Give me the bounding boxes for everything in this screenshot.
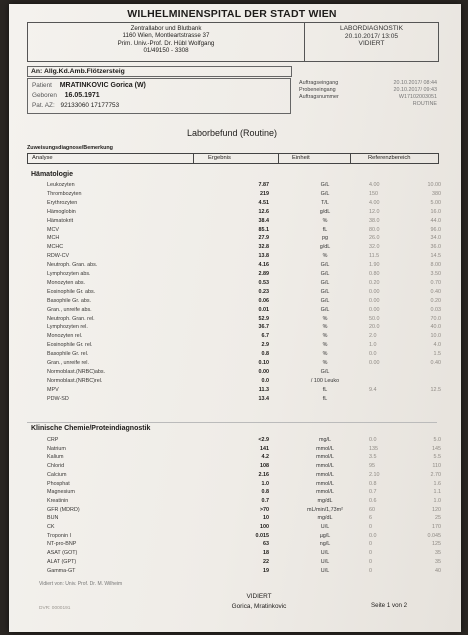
ref-high: 10.00 <box>427 182 441 188</box>
result-value: 12.6 <box>258 208 269 215</box>
ref-low: 3.5 <box>369 454 377 461</box>
analyte-name: Kreatinin <box>47 497 69 504</box>
header-box <box>27 22 439 62</box>
ref-low: 2.10 <box>369 471 380 478</box>
analyte-name: MCH <box>47 235 60 242</box>
analyte-name: Calcium <box>47 471 67 478</box>
ref-low: 9.4 <box>369 386 377 393</box>
ref-high: 110 <box>432 463 441 470</box>
signature-block <box>209 592 309 612</box>
analyte-name: Erythrozyten <box>47 199 78 206</box>
hospital-title: WILHELMINENSPITAL DER STADT WIEN <box>127 8 337 20</box>
ref-high: 170 <box>432 524 441 530</box>
table-row <box>9 208 461 216</box>
table-row <box>9 306 461 314</box>
lab-address: Zentrallabor und Blutbank 1160 Wien, Montleartstrasse 37 Prim. Univ.-Prof. Dr. Hübl Wolfgang 01/49150 - 3308 <box>117 25 215 55</box>
document-code: DVR: 0000191 <box>39 606 71 611</box>
unit: g/dL <box>319 244 331 251</box>
ref-high: 2.70 <box>430 471 441 478</box>
ref-high: 10.0 <box>430 333 441 340</box>
result-value: 85.1 <box>258 226 269 233</box>
unit: % <box>322 324 328 331</box>
table-row <box>9 471 461 479</box>
analyte-name: Leukozyten <box>47 182 75 188</box>
unit: mmol/L <box>316 445 334 452</box>
patient-box <box>27 78 291 114</box>
patient-id: 92133060 17177753 <box>60 102 120 109</box>
unit: % <box>322 253 328 260</box>
unit: % <box>322 217 328 224</box>
sender-line: An: Allg.Kd.Amb.Flötzersteig <box>27 66 292 77</box>
ref-high: 14.5 <box>430 253 441 260</box>
table-row <box>9 261 461 269</box>
analyte-name: MCV <box>47 226 59 233</box>
ref-low: 6 <box>369 515 372 522</box>
unit: fL <box>322 395 328 402</box>
col-einheit: Einheit <box>292 155 310 161</box>
analyte-name: Basophile Gr. rel. <box>47 351 89 358</box>
patient-name-row: Patient MRATINKOVIC Gorica (W) <box>32 82 146 89</box>
analyte-name: Monozyten rel. <box>47 333 83 340</box>
table-row <box>9 332 461 340</box>
ref-low: 1.0 <box>369 342 377 349</box>
unit: % <box>322 351 328 358</box>
ref-low: 0.8 <box>369 480 377 487</box>
unit: mmol/L <box>316 454 334 461</box>
result-value: 18 <box>263 550 269 557</box>
lab-report-page <box>9 4 461 632</box>
patient-birth-date: 16.05.1971 <box>64 92 100 99</box>
unit: U/L <box>320 550 330 557</box>
result-value: 0.10 <box>258 360 269 366</box>
analyte-name: Eosinophile Gr. abs. <box>47 288 96 295</box>
department-name: LABORDIAGNOSTIK <box>339 25 404 32</box>
col-analyse: Analyse <box>32 155 53 161</box>
result-value: 0.01 <box>258 306 269 313</box>
unit: % <box>322 360 328 366</box>
ref-high: 40.0 <box>430 324 441 331</box>
ref-high: 0.70 <box>430 279 441 286</box>
ref-high: 0.40 <box>430 360 441 366</box>
analyte-name: Gamma-GT <box>47 567 76 574</box>
analyte-name: NT-pro-BNP <box>47 541 77 548</box>
ref-low: 60 <box>369 506 375 513</box>
ref-low: 11.5 <box>369 253 380 260</box>
table-row <box>9 226 461 234</box>
analyte-name: Gran., unreife abs. <box>47 306 92 313</box>
table-row <box>9 462 461 470</box>
analyte-name: Neutroph. Gran. rel. <box>47 315 95 322</box>
result-value: 63 <box>263 541 269 548</box>
table-row <box>9 252 461 260</box>
analyte-name: Normoblast.(NRBC)rel. <box>47 377 103 384</box>
result-value: 0.7 <box>261 497 269 504</box>
table-row <box>9 350 461 358</box>
table-row <box>9 497 461 505</box>
order-info <box>299 80 437 108</box>
unit: µg/L <box>319 532 331 539</box>
result-value: 4.16 <box>258 262 269 269</box>
unit: pg <box>322 235 328 242</box>
ref-high: 5.0 <box>433 437 441 443</box>
table-row <box>9 453 461 461</box>
unit: G/L <box>320 262 330 269</box>
analyte-name: CRP <box>47 437 59 443</box>
unit: G/L <box>320 288 330 295</box>
report-status: VIDIERT <box>358 40 385 48</box>
result-value: 141 <box>260 445 269 452</box>
page-number: Seite 1 von 2 <box>371 602 408 609</box>
result-value: 219 <box>260 190 269 197</box>
unit: mmol/L <box>316 463 334 470</box>
unit: mmol/L <box>316 480 334 487</box>
analyte-name: Neutroph. Gran. abs. <box>47 262 98 269</box>
analyte-name: Phosphat <box>47 480 70 487</box>
result-value: >70 <box>259 506 269 513</box>
unit: % <box>322 342 328 349</box>
analyte-name: Lymphozyten rel. <box>47 324 88 331</box>
result-value: 0.8 <box>261 489 269 496</box>
unit: ng/L <box>319 541 331 548</box>
analyte-name: PDW-SD <box>47 395 69 402</box>
unit: G/L <box>320 182 330 188</box>
result-value: 1.0 <box>261 480 269 487</box>
result-value: 2.89 <box>258 271 269 277</box>
analyte-name: ALAT (GPT) <box>47 558 77 565</box>
table-row <box>9 368 461 376</box>
ref-high: 1.5 <box>433 351 441 358</box>
unit: mmol/L <box>316 471 334 478</box>
analyte-name: Basophile Gr. abs. <box>47 297 92 304</box>
unit: G/L <box>320 368 330 375</box>
result-value: 0.23 <box>258 288 269 295</box>
result-value: 36.7 <box>258 324 269 331</box>
result-value: 2.16 <box>258 471 269 478</box>
result-value: 10 <box>263 515 269 522</box>
ref-high: 40 <box>435 567 441 574</box>
department-block <box>305 25 438 48</box>
ref-low: 50.0 <box>369 315 380 322</box>
table-row <box>9 436 461 444</box>
unit: G/L <box>320 297 330 304</box>
ref-low: 0.0 <box>369 351 377 358</box>
unit: U/L <box>320 558 330 565</box>
unit: fL <box>322 226 328 233</box>
ref-low: 20.0 <box>369 324 380 331</box>
ref-high: 125 <box>432 541 441 548</box>
table-row <box>9 567 461 575</box>
section-divider <box>27 422 437 423</box>
result-value: 13.4 <box>258 395 269 402</box>
section-haematologie: Hämatologie <box>31 171 74 178</box>
analyte-name: Hämatokrit <box>47 217 74 224</box>
table-row <box>9 506 461 514</box>
ref-low: 2.0 <box>369 333 377 340</box>
table-row <box>9 288 461 296</box>
unit: mmol/L <box>316 489 334 496</box>
analyte-name: Magnesium <box>47 489 75 496</box>
signed-status: VIDIERT <box>246 593 272 600</box>
unit: U/L <box>320 567 330 574</box>
ref-high: 8.00 <box>430 262 441 269</box>
result-value: 0.0 <box>261 377 269 384</box>
table-row <box>9 279 461 287</box>
ref-low: 0.00 <box>369 360 380 366</box>
table-row <box>9 480 461 488</box>
table-row <box>9 377 461 385</box>
ref-high: 1.1 <box>433 489 441 496</box>
unit: % <box>322 333 328 340</box>
ref-low: 0 <box>369 558 372 565</box>
result-value: 0.53 <box>258 279 269 286</box>
ref-high: 380 <box>432 190 441 197</box>
table-row <box>9 549 461 557</box>
analyte-name: Gran., unreife rel. <box>47 360 89 366</box>
ref-low: 0 <box>369 541 372 548</box>
ref-high: 96.0 <box>430 226 441 233</box>
result-value: 4.2 <box>261 454 269 461</box>
ref-low: 12.0 <box>369 208 380 215</box>
analyte-name: Natrium <box>47 445 66 452</box>
table-row <box>9 270 461 278</box>
order-row: Probeneingang 20.10.2017/ 09:43 <box>299 87 437 93</box>
result-value: 0.06 <box>258 297 269 304</box>
unit: G/L <box>320 190 330 197</box>
result-value: 32.8 <box>258 244 269 251</box>
unit: G/L <box>320 306 330 313</box>
ref-high: 3.50 <box>430 271 441 277</box>
ref-low: 0.00 <box>369 306 380 313</box>
ref-high: 1.6 <box>433 480 441 487</box>
col-referenz: Referenzbereich <box>368 155 411 161</box>
ref-low: 0.00 <box>369 297 380 304</box>
result-value: 4.51 <box>258 199 269 206</box>
ref-high: 34.0 <box>430 235 441 242</box>
table-row <box>9 386 461 394</box>
result-value: 0.8 <box>261 351 269 358</box>
analyte-name: GFR (MDRD) <box>47 506 80 513</box>
ref-low: 26.0 <box>369 235 380 242</box>
analyte-name: MCHC <box>47 244 64 251</box>
ref-high: 1.0 <box>433 497 441 504</box>
result-value: 0.00 <box>258 368 269 375</box>
result-value: 6.7 <box>261 333 269 340</box>
unit: fL <box>322 386 328 393</box>
ref-high: 0.03 <box>430 306 441 313</box>
validated-by: Vidiert von: Univ. Prof. Dr. M. Wilheim <box>39 581 123 587</box>
analyte-name: Chlorid <box>47 463 65 470</box>
result-value: 38.4 <box>258 217 269 224</box>
result-value: 52.9 <box>258 315 269 322</box>
table-row <box>9 395 461 403</box>
analyte-name: BUN <box>47 515 59 522</box>
analyte-name: Normoblast.(NRBC)abs. <box>47 368 106 375</box>
ref-high: 36.0 <box>430 244 441 251</box>
signed-name: Gorica, Mratinkovic <box>231 603 287 610</box>
ref-high: 44.0 <box>430 217 441 224</box>
table-row <box>9 359 461 367</box>
table-row <box>9 315 461 323</box>
unit: mg/dL <box>317 515 333 522</box>
result-value: 22 <box>263 558 269 565</box>
table-row <box>9 297 461 305</box>
ref-low: 0.7 <box>369 489 377 496</box>
analyte-name: MPV <box>47 386 59 393</box>
ref-low: 95 <box>369 463 375 470</box>
ref-low: 0.0 <box>369 437 377 443</box>
ref-low: 150 <box>369 190 378 197</box>
ref-low: 0.20 <box>369 279 380 286</box>
unit: T/L <box>321 199 329 206</box>
unit: % <box>322 315 328 322</box>
report-title: Laborbefund (Routine) <box>186 128 278 138</box>
ref-high: 70.0 <box>430 315 441 322</box>
referral-diagnosis-label: Zuweisungsdiagnose/Bemerkung <box>27 145 113 151</box>
unit: mg/L <box>319 437 331 443</box>
ref-high: 0.045 <box>427 532 441 539</box>
analyte-name: Lymphozyten abs. <box>47 271 91 277</box>
table-row <box>9 190 461 198</box>
ref-high: 0.20 <box>430 297 441 304</box>
patient-id-row: Pat. AZ: 92133060 17177753 <box>32 102 120 109</box>
result-value: 7.87 <box>258 182 269 188</box>
table-row <box>9 243 461 251</box>
result-value: 27.9 <box>258 235 269 242</box>
table-row <box>9 445 461 453</box>
ref-low: 80.0 <box>369 226 380 233</box>
order-row: ROUTINE <box>412 101 437 107</box>
result-value: 100 <box>260 524 269 530</box>
table-header <box>27 153 439 164</box>
table-row <box>9 181 461 189</box>
analyte-name: Thrombozyten <box>47 190 82 197</box>
ref-low: 0.80 <box>369 271 380 277</box>
section-chemie: Klinische Chemie/Proteindiagnostik <box>31 425 151 432</box>
ref-high: 5.00 <box>430 199 441 206</box>
ref-high: 120 <box>432 506 441 513</box>
ref-high: 0.40 <box>430 288 441 295</box>
unit: G/L <box>320 271 330 277</box>
unit: mL/min/1,73m² <box>307 506 343 513</box>
ref-low: 4.00 <box>369 182 380 188</box>
unit: U/L <box>320 524 330 530</box>
order-row: Auftragsnummer W17102003051 <box>299 94 437 100</box>
table-row <box>9 540 461 548</box>
ref-low: 38.0 <box>369 217 380 224</box>
ref-high: 35 <box>435 550 441 557</box>
ref-high: 16.0 <box>430 208 441 215</box>
col-ergebnis: Ergebnis <box>208 155 231 161</box>
result-value: 0.015 <box>255 532 269 539</box>
ref-high: 25 <box>435 515 441 522</box>
table-row <box>9 523 461 531</box>
analyte-name: ASAT (GOT) <box>47 550 78 557</box>
analyte-name: Kalium <box>47 454 64 461</box>
analyte-name: CK <box>47 524 55 530</box>
result-value: 11.3 <box>258 386 269 393</box>
patient-name: MRATINKOVIC Gorica (W) <box>59 82 146 89</box>
table-row <box>9 532 461 540</box>
result-value: 2.9 <box>261 342 269 349</box>
ref-high: 12.5 <box>430 386 441 393</box>
ref-high: 5.5 <box>433 454 441 461</box>
table-row <box>9 488 461 496</box>
table-row <box>9 234 461 242</box>
unit: / 100 Leuko <box>310 377 340 384</box>
table-row <box>9 199 461 207</box>
ref-low: 0 <box>369 567 372 574</box>
ref-low: 0.00 <box>369 288 380 295</box>
ref-high: 145 <box>432 445 441 452</box>
order-row: Auftragseingang 20.10.2017/ 08:44 <box>299 80 437 86</box>
ref-low: 0.0 <box>369 532 377 539</box>
analyte-name: Monozyten abs. <box>47 279 86 286</box>
ref-high: 35 <box>435 558 441 565</box>
unit: mg/dL <box>317 497 333 504</box>
analyte-name: RDW-CV <box>47 253 70 260</box>
table-row <box>9 323 461 331</box>
ref-high: 4.0 <box>433 342 441 349</box>
table-row <box>9 341 461 349</box>
analyte-name: Eosinophile Gr. rel. <box>47 342 93 349</box>
table-row <box>9 558 461 566</box>
result-value: 13.8 <box>258 253 269 260</box>
ref-low: 135 <box>369 445 378 452</box>
result-value: 19 <box>263 567 269 574</box>
result-value: 108 <box>260 463 269 470</box>
patient-birth-row: Geboren 16.05.1971 <box>32 92 100 99</box>
result-value: <2.9 <box>258 437 269 443</box>
ref-low: 0 <box>369 524 372 530</box>
report-date: 20.10.2017/ 13:05 <box>344 32 399 40</box>
table-row <box>9 514 461 522</box>
unit: G/L <box>320 279 330 286</box>
ref-low: 0.6 <box>369 497 377 504</box>
ref-low: 4.00 <box>369 199 380 206</box>
analyte-name: Hämoglobin <box>47 208 76 215</box>
table-row <box>9 217 461 225</box>
ref-low: 32.0 <box>369 244 380 251</box>
analyte-name: Troponin I <box>47 532 72 539</box>
unit: g/dL <box>319 208 331 215</box>
ref-low: 0 <box>369 550 372 557</box>
ref-low: 1.90 <box>369 262 380 269</box>
